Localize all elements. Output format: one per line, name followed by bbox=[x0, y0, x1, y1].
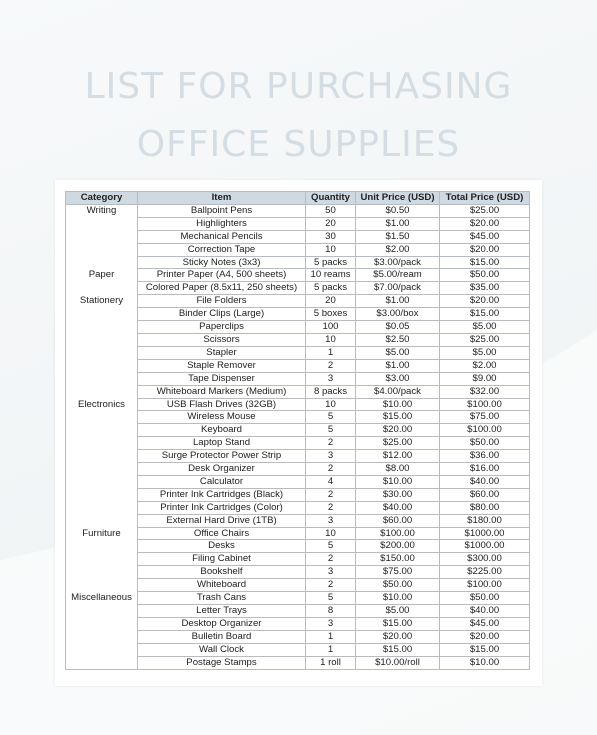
total-price-cell: $100.00 bbox=[440, 424, 530, 437]
category-cell: Furniture bbox=[66, 527, 138, 540]
header-quantity: Quantity bbox=[306, 192, 356, 205]
unit-price-cell: $30.00 bbox=[356, 488, 440, 501]
table-row bbox=[66, 269, 530, 282]
item-cell: Desktop Organizer bbox=[138, 617, 306, 630]
total-price-cell: $60.00 bbox=[440, 488, 530, 501]
item-cell: Office Chairs bbox=[138, 527, 306, 540]
item-cell: Bookshelf bbox=[138, 566, 306, 579]
quantity-cell: 3 bbox=[306, 617, 356, 630]
unit-price-cell: $12.00 bbox=[356, 450, 440, 463]
unit-price-cell: $15.00 bbox=[356, 643, 440, 656]
category-cell bbox=[66, 463, 138, 476]
category-cell bbox=[66, 437, 138, 450]
total-price-cell: $40.00 bbox=[440, 475, 530, 488]
total-price-cell: $15.00 bbox=[440, 308, 530, 321]
table-row bbox=[66, 230, 530, 243]
item-cell: Highlighters bbox=[138, 217, 306, 230]
table-row bbox=[66, 282, 530, 295]
category-cell bbox=[66, 656, 138, 669]
table-row bbox=[66, 437, 530, 450]
category-cell bbox=[66, 243, 138, 256]
item-cell: Scissors bbox=[138, 333, 306, 346]
table-row bbox=[66, 617, 530, 630]
item-cell: Wall Clock bbox=[138, 643, 306, 656]
quantity-cell: 5 bbox=[306, 540, 356, 553]
quantity-cell: 1 bbox=[306, 630, 356, 643]
table-row bbox=[66, 501, 530, 514]
quantity-cell: 100 bbox=[306, 321, 356, 334]
category-cell bbox=[66, 514, 138, 527]
quantity-cell: 3 bbox=[306, 450, 356, 463]
quantity-cell: 8 bbox=[306, 605, 356, 618]
total-price-cell: $300.00 bbox=[440, 553, 530, 566]
item-cell: Filing Cabinet bbox=[138, 553, 306, 566]
quantity-cell: 10 bbox=[306, 333, 356, 346]
item-cell: Desk Organizer bbox=[138, 463, 306, 476]
total-price-cell: $45.00 bbox=[440, 617, 530, 630]
quantity-cell: 2 bbox=[306, 463, 356, 476]
category-cell: Paper bbox=[66, 269, 138, 282]
quantity-cell: 1 bbox=[306, 346, 356, 359]
quantity-cell: 5 packs bbox=[306, 282, 356, 295]
header-total-price: Total Price (USD) bbox=[440, 192, 530, 205]
quantity-cell: 10 bbox=[306, 527, 356, 540]
item-cell: Postage Stamps bbox=[138, 656, 306, 669]
total-price-cell: $20.00 bbox=[440, 243, 530, 256]
item-cell: Calculator bbox=[138, 475, 306, 488]
quantity-cell: 10 bbox=[306, 243, 356, 256]
quantity-cell: 5 packs bbox=[306, 256, 356, 269]
table-row bbox=[66, 527, 530, 540]
total-price-cell: $75.00 bbox=[440, 411, 530, 424]
total-price-cell: $16.00 bbox=[440, 463, 530, 476]
quantity-cell: 3 bbox=[306, 372, 356, 385]
table-row bbox=[66, 204, 530, 217]
category-cell bbox=[66, 501, 138, 514]
quantity-cell: 10 reams bbox=[306, 269, 356, 282]
unit-price-cell: $15.00 bbox=[356, 617, 440, 630]
unit-price-cell: $1.50 bbox=[356, 230, 440, 243]
item-cell: Whiteboard bbox=[138, 579, 306, 592]
table-row bbox=[66, 411, 530, 424]
table-row bbox=[66, 295, 530, 308]
unit-price-cell: $20.00 bbox=[356, 424, 440, 437]
total-price-cell: $50.00 bbox=[440, 437, 530, 450]
item-cell: Printer Ink Cartridges (Color) bbox=[138, 501, 306, 514]
quantity-cell: 4 bbox=[306, 475, 356, 488]
table-row bbox=[66, 372, 530, 385]
table-row bbox=[66, 656, 530, 669]
total-price-cell: $80.00 bbox=[440, 501, 530, 514]
total-price-cell: $20.00 bbox=[440, 295, 530, 308]
category-cell bbox=[66, 321, 138, 334]
unit-price-cell: $100.00 bbox=[356, 527, 440, 540]
unit-price-cell: $0.05 bbox=[356, 321, 440, 334]
item-cell: Mechanical Pencils bbox=[138, 230, 306, 243]
table-row bbox=[66, 475, 530, 488]
item-cell: Bulletin Board bbox=[138, 630, 306, 643]
unit-price-cell: $10.00 bbox=[356, 475, 440, 488]
unit-price-cell: $4.00/pack bbox=[356, 385, 440, 398]
unit-price-cell: $5.00/ream bbox=[356, 269, 440, 282]
table-row bbox=[66, 424, 530, 437]
quantity-cell: 1 bbox=[306, 643, 356, 656]
quantity-cell: 5 bbox=[306, 411, 356, 424]
item-cell: Printer Ink Cartridges (Black) bbox=[138, 488, 306, 501]
unit-price-cell: $40.00 bbox=[356, 501, 440, 514]
unit-price-cell: $50.00 bbox=[356, 579, 440, 592]
total-price-cell: $36.00 bbox=[440, 450, 530, 463]
page-title bbox=[0, 58, 597, 174]
table-row bbox=[66, 605, 530, 618]
item-cell: Whiteboard Markers (Medium) bbox=[138, 385, 306, 398]
category-cell: Writing bbox=[66, 204, 138, 217]
item-cell: Sticky Notes (3x3) bbox=[138, 256, 306, 269]
item-cell: Letter Trays bbox=[138, 605, 306, 618]
unit-price-cell: $1.00 bbox=[356, 359, 440, 372]
quantity-cell: 2 bbox=[306, 553, 356, 566]
category-cell: Stationery bbox=[66, 295, 138, 308]
total-price-cell: $5.00 bbox=[440, 346, 530, 359]
unit-price-cell: $2.50 bbox=[356, 333, 440, 346]
header-item: Item bbox=[138, 192, 306, 205]
table-body bbox=[66, 204, 530, 669]
item-cell: Surge Protector Power Strip bbox=[138, 450, 306, 463]
quantity-cell: 2 bbox=[306, 501, 356, 514]
total-price-cell: $20.00 bbox=[440, 217, 530, 230]
total-price-cell: $15.00 bbox=[440, 643, 530, 656]
unit-price-cell: $25.00 bbox=[356, 437, 440, 450]
table-row bbox=[66, 463, 530, 476]
table-row bbox=[66, 398, 530, 411]
unit-price-cell: $1.00 bbox=[356, 217, 440, 230]
item-cell: File Folders bbox=[138, 295, 306, 308]
quantity-cell: 2 bbox=[306, 579, 356, 592]
item-cell: Staple Remover bbox=[138, 359, 306, 372]
category-cell: Miscellaneous bbox=[66, 592, 138, 605]
unit-price-cell: $20.00 bbox=[356, 630, 440, 643]
item-cell: Wireless Mouse bbox=[138, 411, 306, 424]
table-row bbox=[66, 566, 530, 579]
table-row bbox=[66, 217, 530, 230]
table-row bbox=[66, 256, 530, 269]
quantity-cell: 5 bbox=[306, 424, 356, 437]
table-row bbox=[66, 643, 530, 656]
unit-price-cell: $10.00/roll bbox=[356, 656, 440, 669]
table-header-row bbox=[66, 192, 530, 205]
header-unit-price: Unit Price (USD) bbox=[356, 192, 440, 205]
unit-price-cell: $200.00 bbox=[356, 540, 440, 553]
unit-price-cell: $15.00 bbox=[356, 411, 440, 424]
category-cell bbox=[66, 488, 138, 501]
category-cell bbox=[66, 424, 138, 437]
item-cell: Colored Paper (8.5x11, 250 sheets) bbox=[138, 282, 306, 295]
category-cell bbox=[66, 230, 138, 243]
quantity-cell: 10 bbox=[306, 398, 356, 411]
unit-price-cell: $75.00 bbox=[356, 566, 440, 579]
item-cell: Ballpoint Pens bbox=[138, 204, 306, 217]
unit-price-cell: $3.00/box bbox=[356, 308, 440, 321]
total-price-cell: $180.00 bbox=[440, 514, 530, 527]
unit-price-cell: $10.00 bbox=[356, 398, 440, 411]
item-cell: External Hard Drive (1TB) bbox=[138, 514, 306, 527]
table-row bbox=[66, 450, 530, 463]
item-cell: Desks bbox=[138, 540, 306, 553]
table-row bbox=[66, 243, 530, 256]
total-price-cell: $25.00 bbox=[440, 333, 530, 346]
quantity-cell: 8 packs bbox=[306, 385, 356, 398]
quantity-cell: 3 bbox=[306, 566, 356, 579]
item-cell: Trash Cans bbox=[138, 592, 306, 605]
supplies-table bbox=[65, 191, 530, 670]
unit-price-cell: $3.00/pack bbox=[356, 256, 440, 269]
total-price-cell: $1000.00 bbox=[440, 527, 530, 540]
unit-price-cell: $0.50 bbox=[356, 204, 440, 217]
unit-price-cell: $1.00 bbox=[356, 295, 440, 308]
quantity-cell: 1 roll bbox=[306, 656, 356, 669]
category-cell bbox=[66, 605, 138, 618]
quantity-cell: 20 bbox=[306, 295, 356, 308]
unit-price-cell: $7.00/pack bbox=[356, 282, 440, 295]
total-price-cell: $9.00 bbox=[440, 372, 530, 385]
total-price-cell: $10.00 bbox=[440, 656, 530, 669]
unit-price-cell: $150.00 bbox=[356, 553, 440, 566]
title-line-1: LIST FOR PURCHASING bbox=[84, 66, 513, 107]
total-price-cell: $50.00 bbox=[440, 269, 530, 282]
item-cell: Keyboard bbox=[138, 424, 306, 437]
unit-price-cell: $60.00 bbox=[356, 514, 440, 527]
category-cell bbox=[66, 566, 138, 579]
category-cell bbox=[66, 372, 138, 385]
category-cell bbox=[66, 475, 138, 488]
total-price-cell: $50.00 bbox=[440, 592, 530, 605]
category-cell bbox=[66, 282, 138, 295]
total-price-cell: $15.00 bbox=[440, 256, 530, 269]
total-price-cell: $5.00 bbox=[440, 321, 530, 334]
table-row bbox=[66, 514, 530, 527]
item-cell: Binder Clips (Large) bbox=[138, 308, 306, 321]
unit-price-cell: $5.00 bbox=[356, 605, 440, 618]
category-cell bbox=[66, 359, 138, 372]
category-cell bbox=[66, 450, 138, 463]
category-cell bbox=[66, 333, 138, 346]
item-cell: Correction Tape bbox=[138, 243, 306, 256]
table-row bbox=[66, 333, 530, 346]
category-cell bbox=[66, 346, 138, 359]
item-cell: USB Flash Drives (32GB) bbox=[138, 398, 306, 411]
category-cell bbox=[66, 217, 138, 230]
table-row bbox=[66, 579, 530, 592]
category-cell bbox=[66, 411, 138, 424]
category-cell bbox=[66, 385, 138, 398]
category-cell: Electronics bbox=[66, 398, 138, 411]
table-row bbox=[66, 553, 530, 566]
table-row bbox=[66, 346, 530, 359]
total-price-cell: $45.00 bbox=[440, 230, 530, 243]
item-cell: Paperclips bbox=[138, 321, 306, 334]
category-cell bbox=[66, 579, 138, 592]
table-row bbox=[66, 308, 530, 321]
table-row bbox=[66, 592, 530, 605]
header-category: Category bbox=[66, 192, 138, 205]
total-price-cell: $100.00 bbox=[440, 579, 530, 592]
item-cell: Laptop Stand bbox=[138, 437, 306, 450]
unit-price-cell: $3.00 bbox=[356, 372, 440, 385]
category-cell bbox=[66, 308, 138, 321]
table-row bbox=[66, 321, 530, 334]
item-cell: Stapler bbox=[138, 346, 306, 359]
table-row bbox=[66, 488, 530, 501]
category-cell bbox=[66, 630, 138, 643]
total-price-cell: $1000.00 bbox=[440, 540, 530, 553]
quantity-cell: 2 bbox=[306, 437, 356, 450]
unit-price-cell: $2.00 bbox=[356, 243, 440, 256]
table-row bbox=[66, 630, 530, 643]
item-cell: Tape Dispenser bbox=[138, 372, 306, 385]
quantity-cell: 30 bbox=[306, 230, 356, 243]
total-price-cell: $32.00 bbox=[440, 385, 530, 398]
table-row bbox=[66, 359, 530, 372]
unit-price-cell: $8.00 bbox=[356, 463, 440, 476]
unit-price-cell: $10.00 bbox=[356, 592, 440, 605]
item-cell: Printer Paper (A4, 500 sheets) bbox=[138, 269, 306, 282]
total-price-cell: $40.00 bbox=[440, 605, 530, 618]
total-price-cell: $25.00 bbox=[440, 204, 530, 217]
total-price-cell: $225.00 bbox=[440, 566, 530, 579]
category-cell bbox=[66, 643, 138, 656]
quantity-cell: 3 bbox=[306, 514, 356, 527]
total-price-cell: $2.00 bbox=[440, 359, 530, 372]
quantity-cell: 50 bbox=[306, 204, 356, 217]
category-cell bbox=[66, 540, 138, 553]
quantity-cell: 2 bbox=[306, 488, 356, 501]
category-cell bbox=[66, 553, 138, 566]
quantity-cell: 2 bbox=[306, 359, 356, 372]
category-cell bbox=[66, 617, 138, 630]
quantity-cell: 5 bbox=[306, 592, 356, 605]
table-row bbox=[66, 540, 530, 553]
table-row bbox=[66, 385, 530, 398]
supplies-sheet bbox=[55, 180, 542, 686]
total-price-cell: $20.00 bbox=[440, 630, 530, 643]
total-price-cell: $35.00 bbox=[440, 282, 530, 295]
quantity-cell: 5 boxes bbox=[306, 308, 356, 321]
category-cell bbox=[66, 256, 138, 269]
unit-price-cell: $5.00 bbox=[356, 346, 440, 359]
total-price-cell: $100.00 bbox=[440, 398, 530, 411]
quantity-cell: 20 bbox=[306, 217, 356, 230]
title-line-2: OFFICE SUPPLIES bbox=[136, 124, 461, 165]
